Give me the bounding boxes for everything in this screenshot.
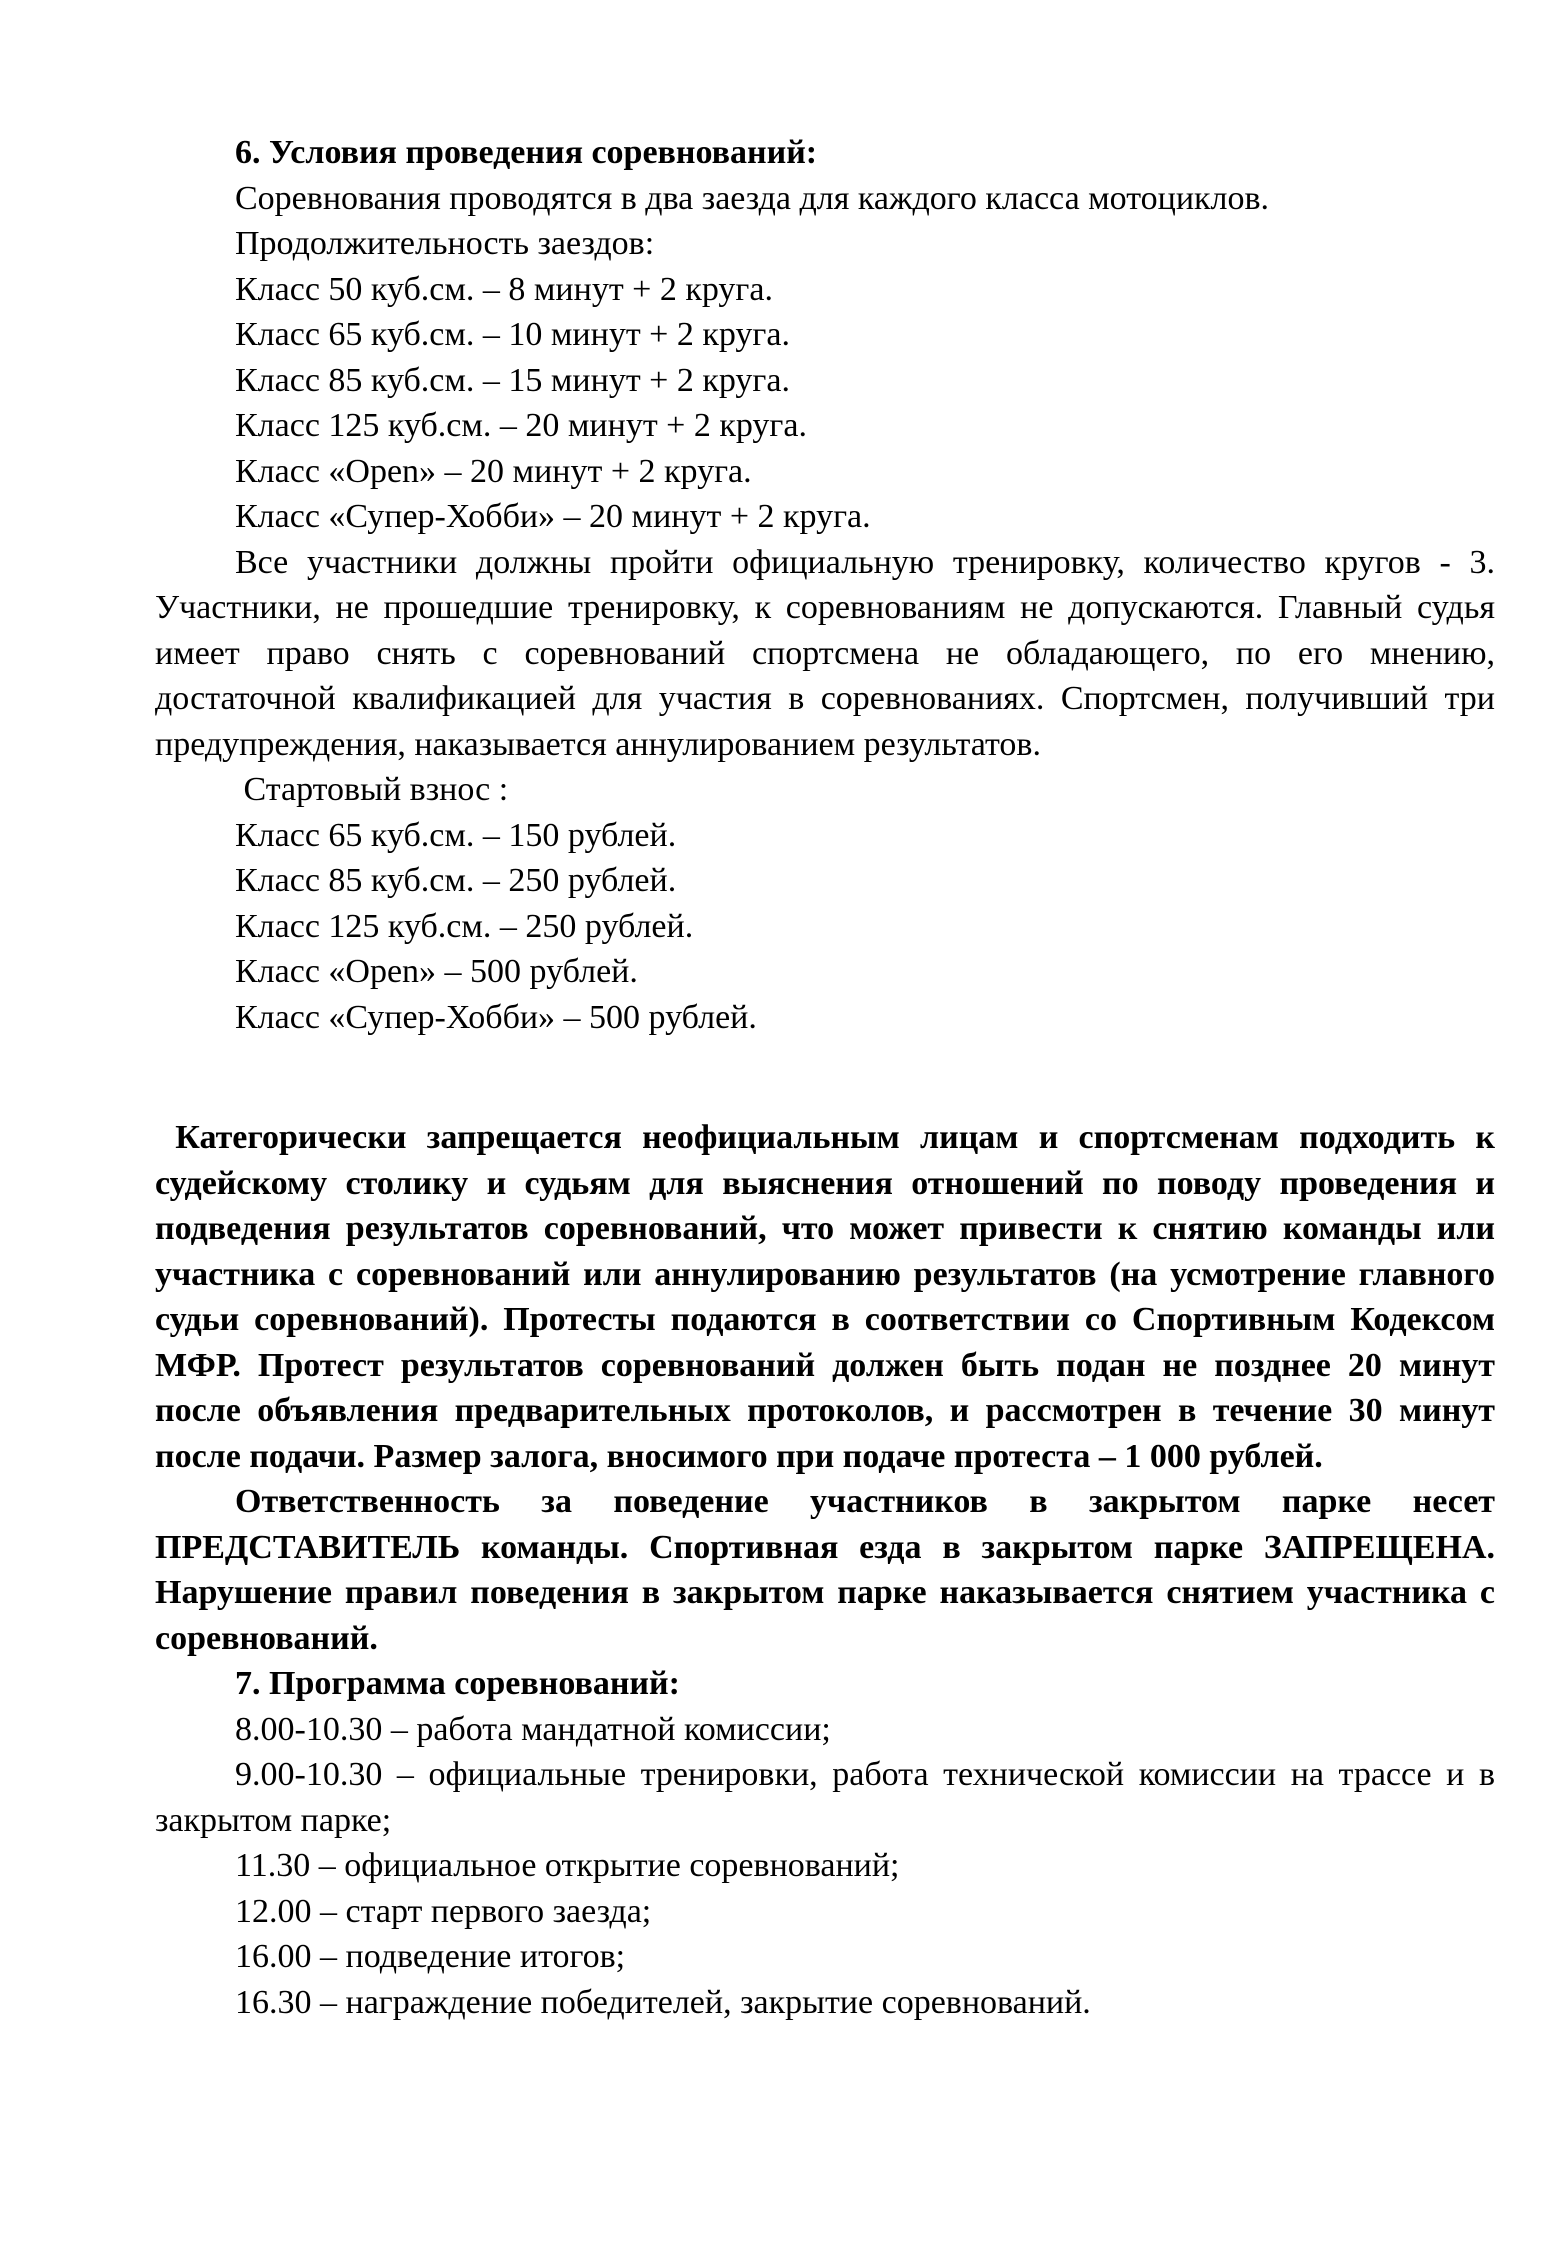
fee-label: Стартовый взнос : [235,771,509,808]
duration-item: Класс 65 куб.см. – 10 минут + 2 круга. [235,316,790,353]
fee-item: Класс «Супер-Хобби» – 500 рублей. [235,998,757,1036]
schedule-item: 11.30 – официальное открытие соревнований; [235,1847,900,1884]
duration-item: Класс «Open» – 20 минут + 2 круга. [235,452,752,490]
duration-item: Класс 125 куб.см. – 20 минут + 2 круга. [235,407,807,444]
schedule-item: 16.30 – награждение победителей, закрытие соревнований. [235,1983,1091,2021]
schedule-item: 9.00-10.30 – официальные тренировки, работа технической комиссии на трассе и в закрытом парке; [155,1756,1495,1839]
duration-label: Продолжительность заездов: [235,225,655,262]
training-paragraph: Все участники должны пройти официальную тренировку, количество кругов - 3. Участники, не прошедшие тренировку, к соревнованиям не допускаются. Главный судья имеет право снять с соревнований спортсмена не обладающего, по его мнению, достаточной квалификацией для участия в соревнованиях. Спортсмен, получивший три предупреждения, наказывается аннулированием результатов. [155,543,1495,763]
warning-paragraph: Категорически запрещается неофициальным лицам и спортсменам подходить к судейскому столику и судьям для выяснения отношений по поводу проведения и подведения результатов соревнований, что может привести к снятию команды или участника с соревнований или аннулированию результатов (на усмотрение главного судьи соревнований). Протесты подаются в соответствии со Спортивным Кодексом МФР. Протест результатов соревнований должен быть подан не позднее 20 минут после объявления предварительных протоколов, и рассмотрен в течение 30 минут после подачи. Размер залога, вносимого при подаче протеста – 1 000 рублей. [155,1119,1504,1475]
section-6-conditions [155,130,1495,1040]
duration-item: Класс «Супер-Хобби» – 20 минут + 2 круга. [235,498,871,535]
warning-block [155,1115,1504,2025]
fee-item: Класс 65 куб.см. – 150 рублей. [235,816,677,854]
duration-item: Класс 50 куб.см. – 8 минут + 2 круга. [235,270,773,308]
fee-item: Класс 125 куб.см. – 250 рублей. [235,907,694,945]
schedule-item: 12.00 – старт первого заезда; [235,1892,652,1930]
closed-park-paragraph: Ответственность за поведение участников в закрытом парке несет ПРЕДСТАВИТЕЛЬ команды. Спортивная езда в закрытом парке ЗАПРЕЩЕНА. Нарушение правил поведения в закрытом парке наказывается снятием участника с соревнований. [155,1483,1495,1657]
schedule-item: 8.00-10.30 – работа мандатной комиссии; [235,1710,831,1748]
duration-item: Класс 85 куб.см. – 15 минут + 2 круга. [235,361,790,399]
fee-item: Класс «Open» – 500 рублей. [235,953,638,990]
fee-item: Класс 85 куб.см. – 250 рублей. [235,862,677,899]
section-6-intro: Соревнования проводятся в два заезда для каждого класса мотоциклов. [235,179,1270,217]
section-7-heading: 7. Программа соревнований: [235,1665,680,1702]
section-6-heading: 6. Условия проведения соревнований: [235,134,818,171]
schedule-item: 16.00 – подведение итогов; [235,1938,626,1975]
